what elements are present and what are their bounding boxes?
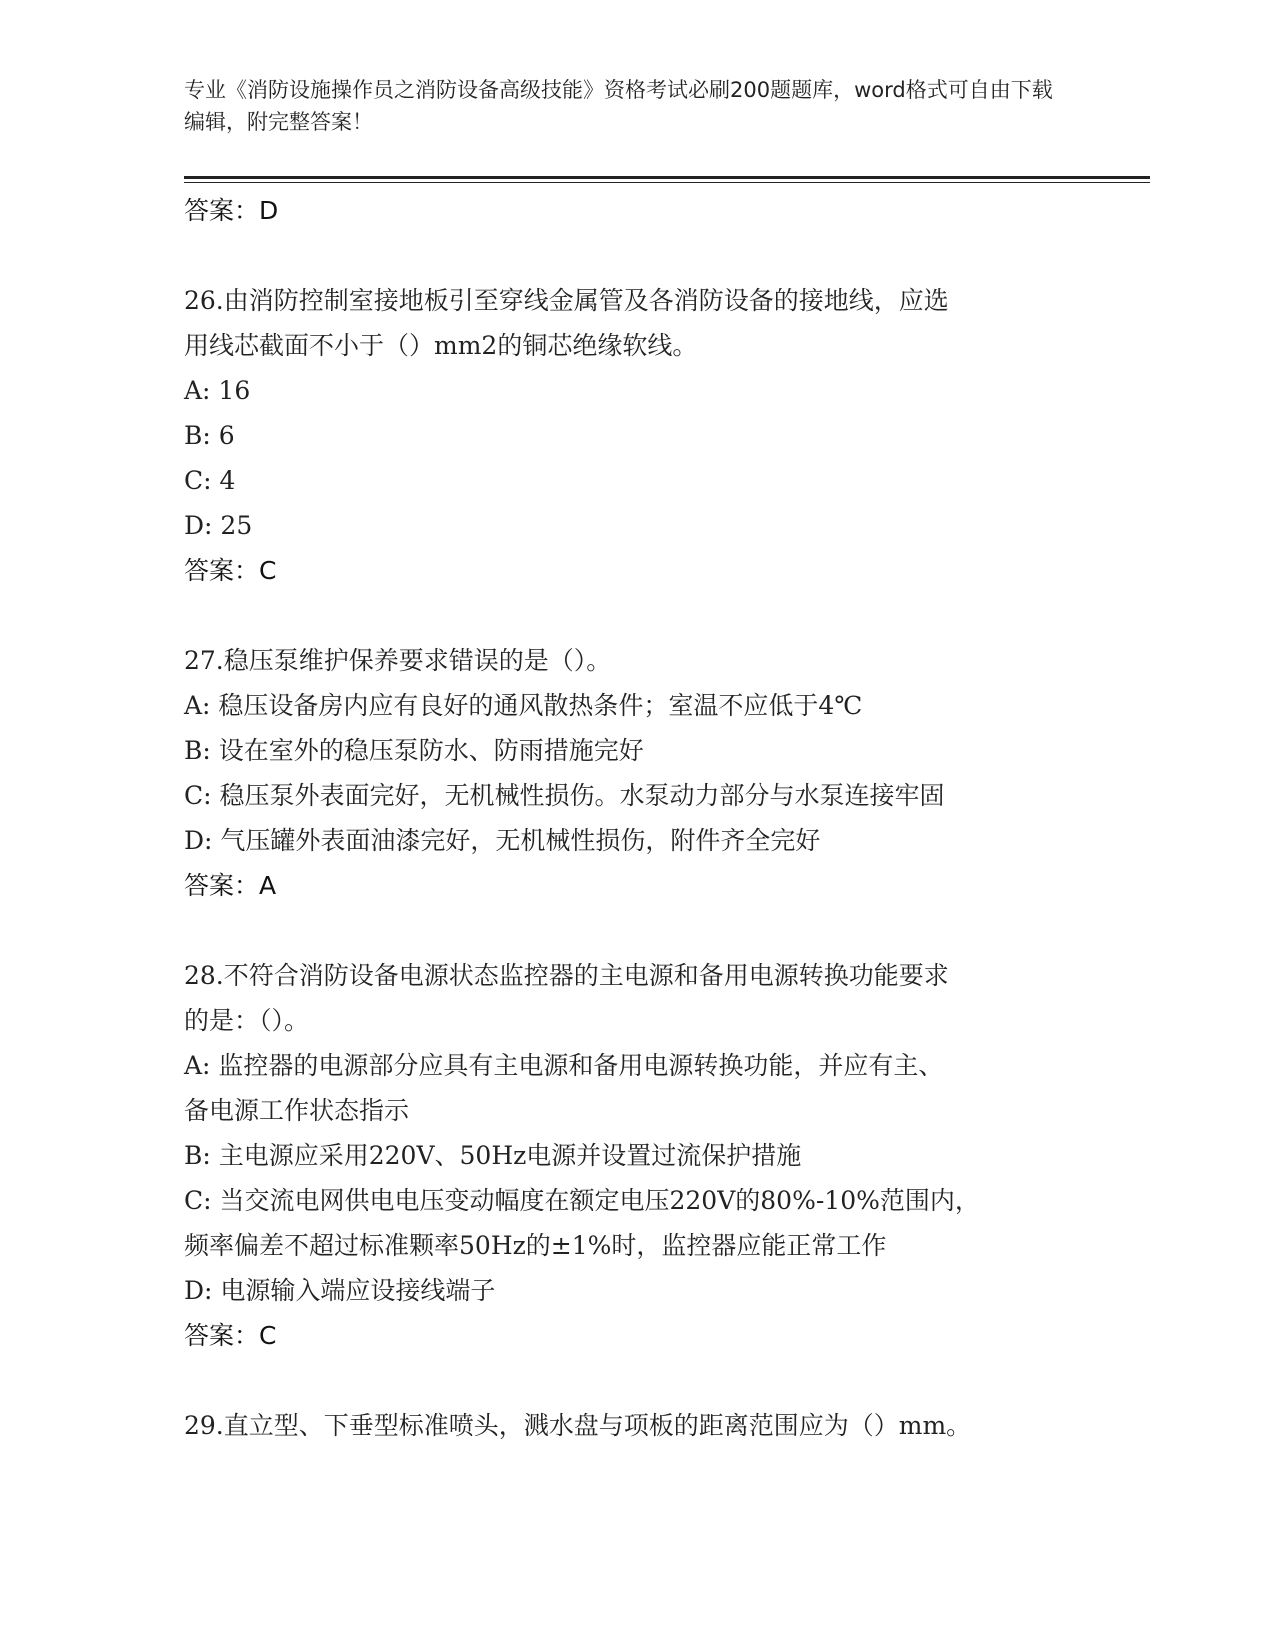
- header-rule-thin: [184, 182, 1150, 183]
- option-b: B: 设在室外的稳压泵防水、防雨措施完好: [184, 736, 644, 765]
- question-text-cont: 的是：（）。: [184, 1006, 310, 1035]
- question-list: [184, 188, 1084, 1448]
- answer: 答案：C: [184, 556, 277, 585]
- question-29: [184, 1403, 1084, 1448]
- question-text: 27.稳压泵维护保养要求错误的是（）。: [184, 646, 612, 675]
- option-d: D: 25: [184, 511, 253, 540]
- option-a: A: 监控器的电源部分应具有主电源和备用电源转换功能，并应有主、: [184, 1051, 944, 1080]
- option-b: B: 6: [184, 421, 235, 450]
- previous-answer: 答案：D: [184, 196, 279, 225]
- option-b: B: 主电源应采用220V、50Hz电源并设置过流保护措施: [184, 1141, 802, 1170]
- option-d: D: 电源输入端应设接线端子: [184, 1276, 496, 1305]
- question-text: 26.由消防控制室接地板引至穿线金属管及各消防设备的接地线，应选: [184, 286, 949, 315]
- option-a: A: 16: [184, 376, 251, 405]
- question-text-cont: 用线芯截面不小于（）mm2的铜芯绝缘软线。: [184, 331, 698, 360]
- option-c-cont: 频率偏差不超过标准颗率50Hz的±1%时，监控器应能正常工作: [184, 1231, 887, 1260]
- answer: 答案：A: [184, 871, 277, 900]
- answer: 答案：C: [184, 1321, 277, 1350]
- option-a: A: 稳压设备房内应有良好的通风散热条件；室温不应低于4℃: [184, 691, 863, 720]
- option-d: D: 气压罐外表面油漆完好，无机械性损伤，附件齐全完好: [184, 826, 821, 855]
- question-27: [184, 638, 1084, 909]
- header-rule-thick: [184, 176, 1150, 179]
- page-header: 专业《消防设施操作员之消防设备高级技能》资格考试必刷200题题库，word格式可自由下载编辑，附完整答案！: [184, 78, 1053, 134]
- option-c: C: 当交流电网供电电压变动幅度在额定电压220V的80%-10%范围内，: [184, 1186, 980, 1215]
- option-c: C: 4: [184, 466, 236, 495]
- question-text: 29.直立型、下垂型标准喷头，溅水盘与项板的距离范围应为（）mm。: [184, 1411, 972, 1440]
- option-c: C: 稳压泵外表面完好，无机械性损伤。水泵动力部分与水泵连接牢固: [184, 781, 945, 810]
- question-26: [184, 278, 1084, 594]
- question-text: 28.不符合消防设备电源状态监控器的主电源和备用电源转换功能要求: [184, 961, 949, 990]
- question-28: [184, 953, 1084, 1359]
- option-a-cont: 备电源工作状态指示: [184, 1096, 410, 1125]
